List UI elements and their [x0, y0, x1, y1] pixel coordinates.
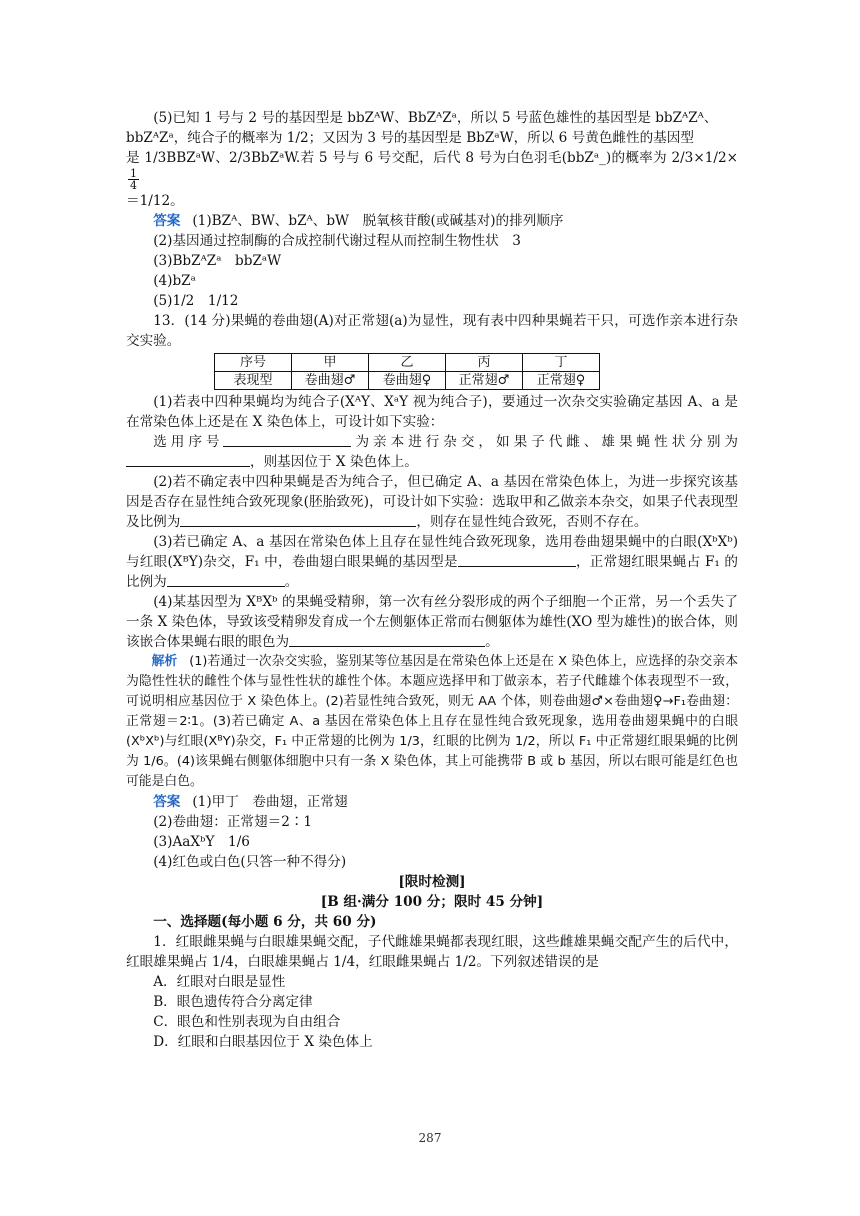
- answer-12-item-5: (5)1/2 1/12: [153, 293, 239, 309]
- fraction-denominator: 4: [130, 179, 137, 192]
- answer-13-item-4: (4)红色或白色(只答一种不得分): [153, 854, 347, 870]
- analysis-label: 解析: [151, 654, 178, 669]
- table-cell: 卷曲翅♀: [369, 372, 446, 390]
- page-number: 287: [418, 1131, 442, 1145]
- option-b[interactable]: B．眼色遗传符合分离定律: [153, 994, 313, 1010]
- answer-label: 答案: [153, 213, 181, 229]
- question-13-part-4: [126, 592, 738, 652]
- fill-text: 选用序号: [153, 434, 224, 450]
- fill-text: (3)若已确定 A、a 基因在常染色体上且存在显性纯合致死现象，选用卷曲翅果蝇中的白眼(XᵇXᵇ)与红眼(XᴮY)杂交，F₁ 中，卷曲翅白眼果蝇的基因型是: [126, 534, 738, 570]
- answer-12-item-2: (2)基因通过控制酶的合成控制代谢过程从而控制生物性状 3: [153, 233, 521, 249]
- analysis-5-line4: ＝1/12。: [126, 193, 184, 209]
- document-page: [126, 108, 738, 1052]
- answer-label: 答案: [153, 794, 181, 810]
- table-cell: 正常翅♀: [523, 372, 600, 390]
- fill-text: ，则基因位于 X 染色体上。: [250, 454, 418, 470]
- analysis-13: [126, 652, 738, 792]
- answer-12: [126, 211, 738, 231]
- section-title: [限时检测]: [398, 874, 466, 890]
- fill-text: 为亲本进行杂交，如果子代雌、雄果蝇性状分别为: [351, 434, 739, 450]
- table-row: [215, 372, 600, 390]
- fill-text: (4)某基因型为 XᴮXᵇ 的果蝇受精卵，第一次有丝分裂形成的两个子细胞一个正常，另一个丢失了一条 X 染色体，导致该受精卵发育成一个左侧躯体正常而右侧躯体为雄性(XO 型为雄性)的嵌合体，则该嵌合体果蝇右眼的眼色为: [126, 594, 738, 650]
- question-1-stem: 1．红眼雌果蝇与白眼雄果蝇交配，子代雌雄果蝇都表现红眼，这些雌雄果蝇交配产生的后代中，红眼雄果蝇占 1/4，白眼雄果蝇占 1/4，红眼雌果蝇占 1/2。下列叙述错误的是: [126, 934, 738, 970]
- question-13-part-1-fill: [126, 432, 738, 472]
- answer-13: [126, 792, 738, 812]
- question-13-stem: 13．(14 分)果蝇的卷曲翅(A)对正常翅(a)为显性，现有表中四种果蝇若干只，可选作亲本进行杂交实验。: [126, 313, 738, 349]
- analysis-5-line3-text: 是 1/3BBZᵃW、2/3BbZᵃW.若 5 号与 6 号交配，后代 8 号为白色羽毛(bbZᵃ_)的概率为 2/3×1/2×: [126, 150, 738, 166]
- table-cell: 卷曲翅♂: [292, 372, 369, 390]
- answer-12-item-3: (3)BbZᴬZᵃ bbZᵃW: [153, 253, 282, 269]
- answer-12-item-4: (4)bZᵃ: [153, 273, 196, 289]
- analysis-5-line1: (5)已知 1 号与 2 号的基因型是 bbZᴬW、BbZᴬZᵃ，所以 5 号蓝色雄性的基因型是 bbZᴬZᴬ、: [153, 110, 718, 126]
- fruitfly-table: [214, 353, 600, 390]
- analysis-13-text: (1)若通过一次杂交实验，鉴别某等位基因是在常染色体上还是在 X 染色体上，应选择的杂交亲本为隐性性状的雌性个体与显性性状的雄性个体。本题应选择甲和丁做亲本，若子代雌雄个体表现型不一致，可说明相应基因位于 X 染色体上。(2)若显性纯合致死，则无 AA 个体，则卷曲翅♂×卷曲翅♀→F₁卷曲翅：正常翅＝2∶1。(3)若已确定 A、a 基因在常染色体上且存在显性纯合致死现象，选用卷曲翅果蝇中的白眼(XᵇXᵇ)与红眼(XᴮY)杂交，F₁ 中正常翅的比例为 1/3，红眼的比例为 1/2，所以 F₁ 中正常翅红眼果蝇的比例为 1/6。(4)该果蝇右侧躯体细胞中只有一条 X 染色体，其上可能携带 B 或 b 基因，所以右眼可能是红色也可能是白色。: [126, 654, 739, 789]
- option-d[interactable]: D．红眼和白眼基因位于 X 染色体上: [153, 1034, 373, 1050]
- question-13-part-1: (1)若表中四种果蝇均为纯合子(XᴬY、XᵃY 视为纯合子)，要通过一次杂交实验确定基因 A、a 是在常染色体上还是在 X 染色体上，可设计如下实验：: [126, 394, 738, 430]
- answer-blank[interactable]: [289, 632, 485, 647]
- table-cell: 丁: [523, 354, 600, 372]
- table-cell: 甲: [292, 354, 369, 372]
- answer-blank[interactable]: [223, 432, 351, 447]
- answer-blank[interactable]: [458, 552, 576, 567]
- analysis-5-line3: [126, 148, 738, 191]
- table-cell: 乙: [369, 354, 446, 372]
- fill-text: 。: [284, 574, 299, 590]
- question-13-part-2: [126, 472, 738, 532]
- answer-blank[interactable]: [126, 452, 250, 467]
- answer-blank[interactable]: [167, 572, 285, 587]
- answer-13-item-2: (2)卷曲翅：正常翅＝2∶1: [153, 814, 313, 830]
- analysis-5-line2: bbZᴬZᵃ，纯合子的概率为 1/2；又因为 3 号的基因型是 BbZᵃW，所以 6 号黄色雌性的基因型: [126, 130, 694, 146]
- table-cell: 表现型: [215, 372, 292, 390]
- fill-text: (2)若不确定表中四种果蝇是否为纯合子，但已确定 A、a 基因在常染色体上，为进一步探究该基因是否存在显性纯合致死现象(胚胎致死)，可设计如下实验：选取甲和乙做亲本杂交，如果子代表现型及比例为: [126, 474, 738, 530]
- question-13-part-3: [126, 532, 738, 592]
- section-subtitle: [B 组·满分 100 分；限时 45 分钟]: [320, 894, 544, 910]
- part-heading: 一、选择题(每小题 6 分，共 60 分): [153, 914, 377, 930]
- fill-text: 。: [485, 634, 499, 650]
- table-cell: 丙: [446, 354, 523, 372]
- fraction-one-quarter: [128, 168, 139, 191]
- answer-13-item-1: (1)甲丁 卷曲翅，正常翅: [192, 794, 348, 810]
- fill-text: ，正常翅红眼果蝇占 F₁ 的比例为: [126, 554, 738, 590]
- answer-13-item-3: (3)AaXᵇY 1/6: [153, 834, 250, 850]
- fraction-numerator: 1: [130, 167, 137, 180]
- fill-text: ，则存在显性纯合致死，否则不存在。: [416, 514, 648, 530]
- answer-12-item-1: (1)BZᴬ、BW、bZᴬ、bW 脱氧核苷酸(或碱基对)的排列顺序: [192, 213, 564, 229]
- answer-blank[interactable]: [180, 512, 416, 527]
- table-row: [215, 354, 600, 372]
- option-a[interactable]: A．红眼对白眼是显性: [153, 974, 286, 990]
- table-cell: 序号: [215, 354, 292, 372]
- option-c[interactable]: C．眼色和性别表现为自由组合: [153, 1014, 341, 1030]
- table-cell: 正常翅♂: [446, 372, 523, 390]
